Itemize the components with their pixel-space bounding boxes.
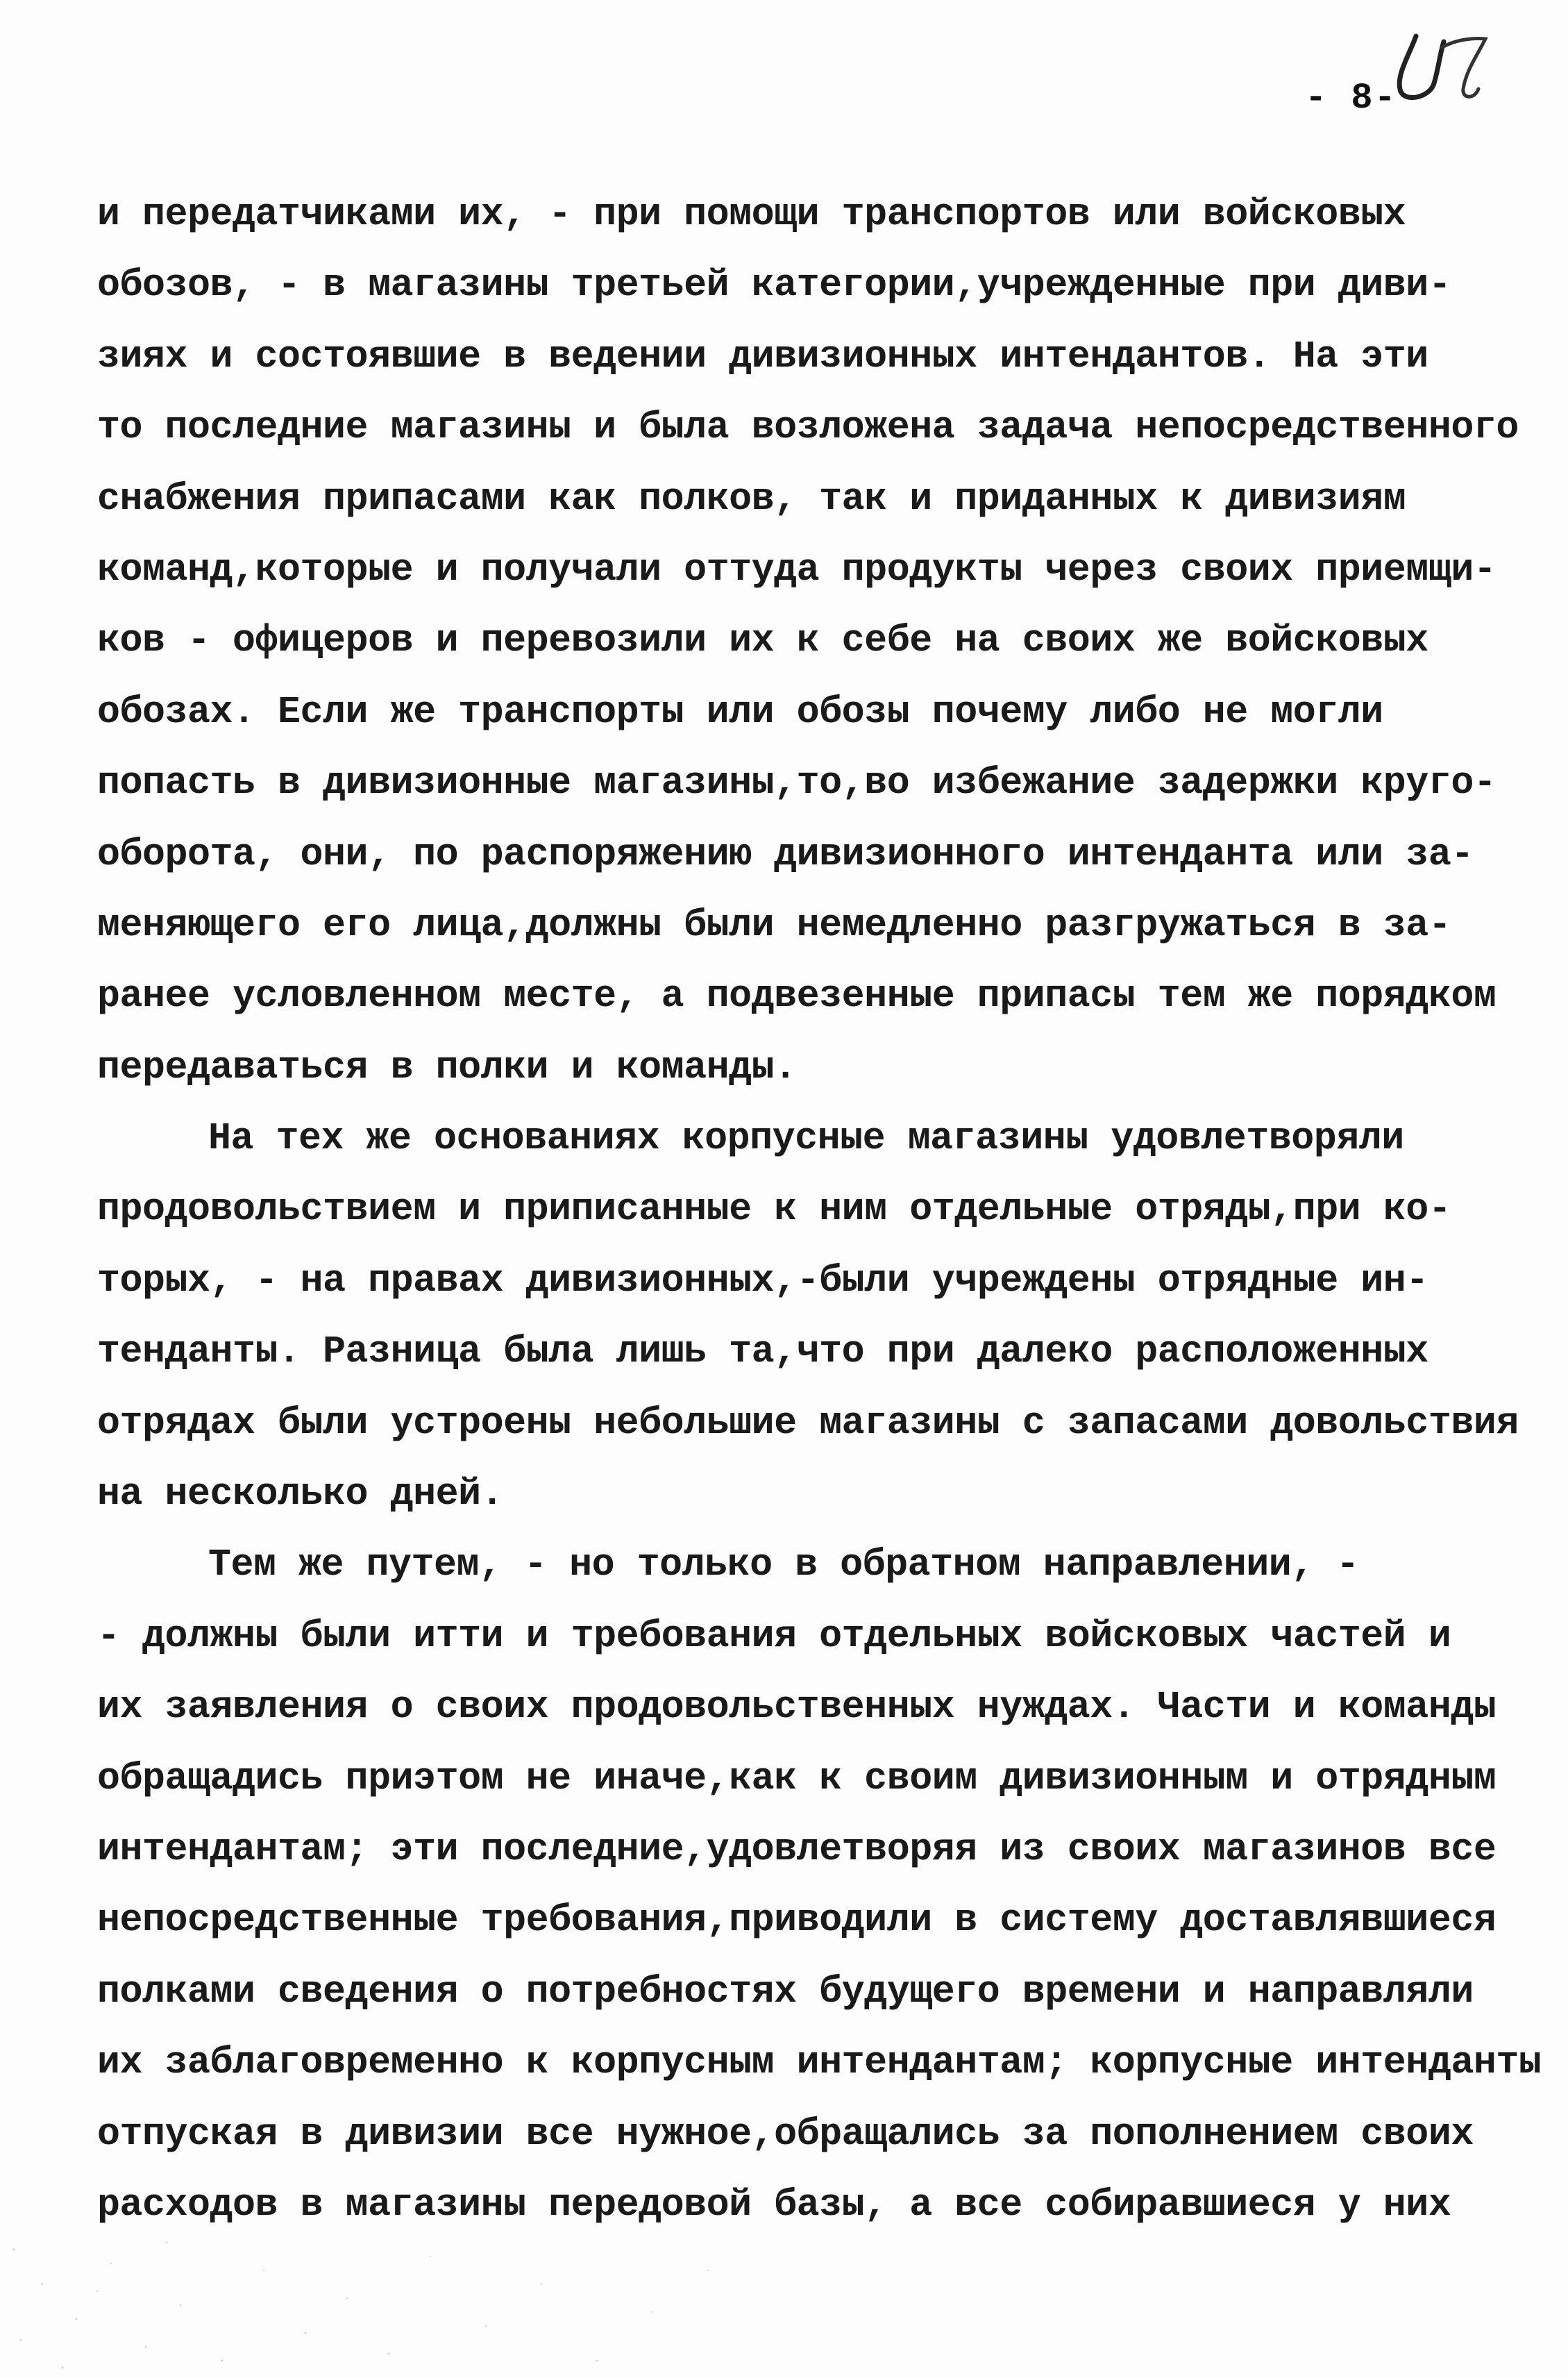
text-line: и передатчиками их, - при помощи транспортов или войсковых — [97, 192, 1406, 236]
paragraph-first-line: На тех же основаниях корпусные магазины удовлетворяли — [208, 1116, 1404, 1161]
text-line: расходов в магазины передовой базы, а все собиравшиеся у них — [97, 2182, 1451, 2227]
text-line: обозов, - в магазины третьей категории,учрежденные при диви- — [97, 263, 1451, 308]
text-line: оборота, они, по распоряжению дивизионного интенданта или за- — [97, 832, 1474, 876]
text-line: их заблаговременно к корпусным интендантам; корпусные интенданты — [97, 2041, 1542, 2085]
text-line: передаваться в полки и команды. — [97, 1045, 797, 1089]
text-line: продовольствием и приписанные к ним отдельные отряды,при ко- — [97, 1187, 1451, 1232]
text-line: ков - офицеров и перевозили их к себе на своих же войсковых — [97, 619, 1428, 663]
text-line: обозах. Если же транспорты или обозы почему либо не могли — [97, 689, 1383, 734]
text-line: интендантам; эти последние,удовлетворяя из своих магазинов все — [97, 1827, 1497, 1871]
text-line: торых, - на правах дивизионных,-были учреждены отрядные ин- — [97, 1258, 1428, 1303]
text-line: их заявления о своих продовольственных нуждах. Части и команды — [97, 1685, 1497, 1730]
handwritten-folio-number — [1388, 28, 1499, 111]
text-line: полками сведения о потребностях будущего времени и направляли — [97, 1969, 1474, 2013]
text-line: тенданты. Разница была лишь та,что при далеко расположенных — [97, 1330, 1428, 1374]
text-line: отрядах были устроены небольшие магазины с запасами довольствия — [97, 1400, 1519, 1445]
text-line: на несколько дней. — [97, 1472, 504, 1516]
text-line: зиях и состоявшие в ведении дивизионных интендантов. На эти — [97, 334, 1428, 378]
text-line: ранее условленном месте, а подвезенные припасы тем же порядком — [97, 974, 1497, 1019]
text-line: отпуская в дивизии все нужное,обращались за пополнением своих — [97, 2111, 1474, 2156]
text-line: - должны были итти и требования отдельных войсковых частей и — [97, 1614, 1451, 1658]
scan-noise — [0, 2222, 764, 2378]
page-number: - 8- — [1305, 78, 1397, 119]
text-line: меняющего его лица,должны были немедленно разгружаться в за- — [97, 903, 1451, 947]
paragraph-first-line: Тем же путем, - но только в обратном направлении, - — [208, 1543, 1359, 1587]
text-line: команд,которые и получали оттуда продукты через своих приемщи- — [97, 547, 1497, 592]
text-line: обращадись приэтом не иначе,как к своим дивизионным и отрядным — [97, 1756, 1497, 1800]
text-line: снабжения припасами как полков, так и приданных к дивизиям — [97, 476, 1406, 521]
text-line: непосредственные требования,приводили в систему доставлявшиеся — [97, 1898, 1497, 1943]
text-line: то последние магазины и была возложена задача непосредственного — [97, 405, 1519, 450]
body-text — [97, 179, 1568, 2241]
text-line: попасть в дивизионные магазины,то,во избежание задержки круго- — [97, 761, 1497, 805]
